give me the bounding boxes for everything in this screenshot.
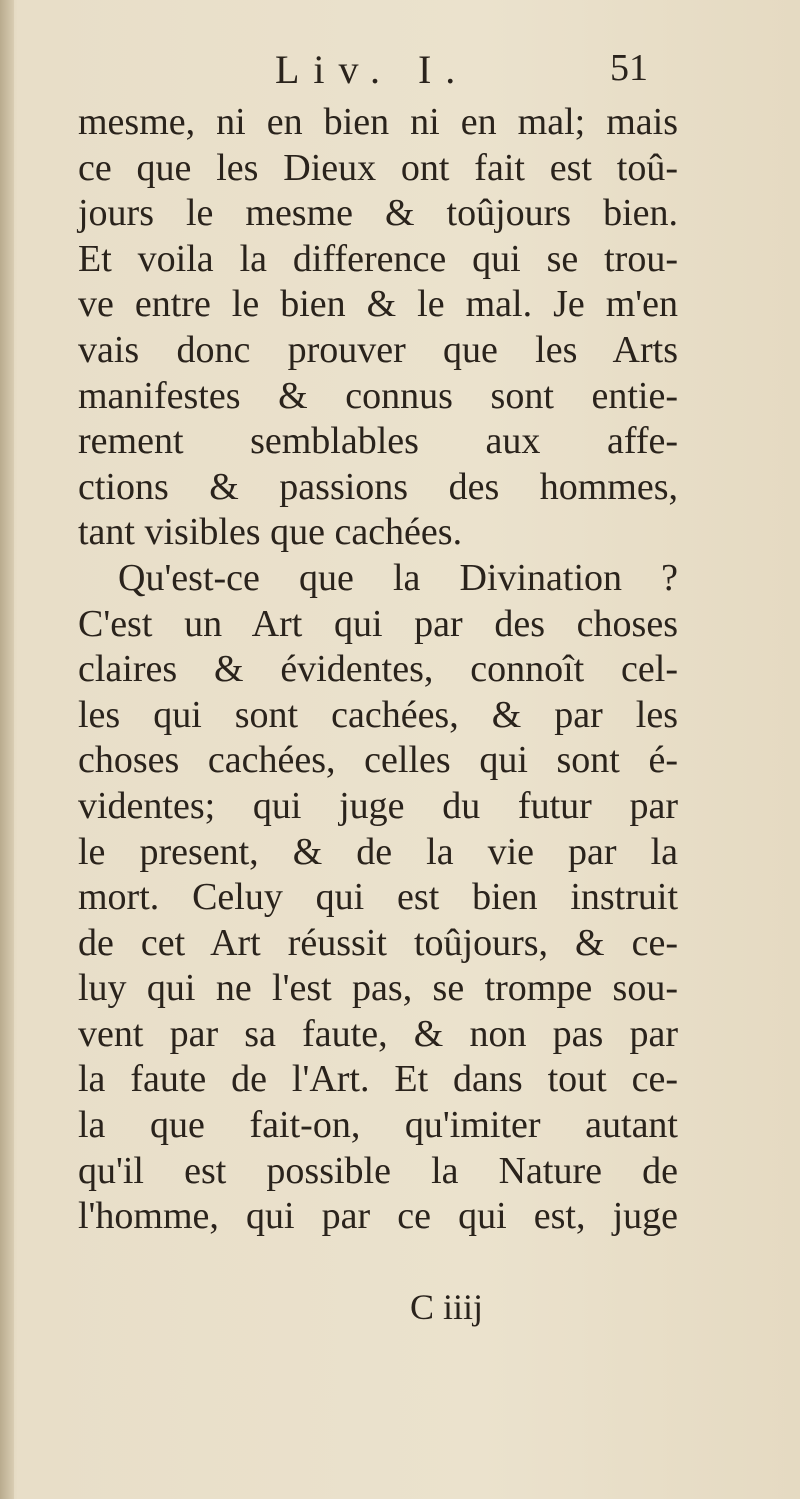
text-line: ve entre le bien & le mal. Je m'en bbox=[78, 283, 678, 326]
text-line: Et voila la difference qui se trou- bbox=[78, 237, 678, 280]
text-line: vais donc prouver que les Arts bbox=[78, 328, 678, 371]
text-line: manifestes & connus sont entie- bbox=[78, 374, 678, 417]
text-line: ce que les Dieux ont fait est toû- bbox=[78, 146, 678, 189]
text-line: luy qui ne l'est pas, se trompe sou- bbox=[78, 967, 678, 1010]
text-line: C'est un Art qui par des choses bbox=[78, 602, 678, 645]
text-line: videntes; qui juge du futur par bbox=[78, 784, 678, 827]
text-line: mort. Celuy qui est bien instruit bbox=[78, 876, 678, 919]
page-gutter bbox=[0, 0, 14, 1499]
text-line: les qui sont cachées, & par les bbox=[78, 693, 678, 736]
text-line: le present, & de la vie par la bbox=[78, 830, 678, 873]
text-line: la que fait-on, qu'imiter autant bbox=[78, 1104, 678, 1147]
text-block bbox=[78, 100, 678, 1240]
text-line: mesme, ni en bien ni en mal; mais bbox=[78, 101, 678, 143]
text-line: de cet Art réussit toûjours, & ce- bbox=[78, 921, 678, 964]
running-head bbox=[80, 46, 680, 96]
text-line: Qu'est-ce que la Divination ? bbox=[118, 556, 678, 599]
text-line: rement semblables aux affe- bbox=[78, 420, 678, 463]
text-line: qu'il est possible la Nature de bbox=[78, 1149, 678, 1192]
page-number: 51 bbox=[610, 47, 648, 89]
text-line: tant visibles que cachées. bbox=[78, 511, 463, 554]
text-line: la faute de l'Art. Et dans tout ce- bbox=[78, 1058, 678, 1101]
text-line: choses cachées, celles qui sont é- bbox=[78, 739, 678, 782]
text-line: vent par sa faute, & non pas par bbox=[78, 1012, 678, 1055]
text-line: jours le mesme & toûjours bien. bbox=[78, 192, 678, 235]
running-head-title: Liv. I. bbox=[275, 47, 470, 92]
text-line: claires & évidentes, connoît cel- bbox=[78, 648, 678, 691]
signature-mark: C iiij bbox=[410, 1287, 484, 1327]
text-line: l'homme, qui par ce qui est, juge bbox=[78, 1195, 678, 1238]
text-line: ctions & passions des hommes, bbox=[78, 465, 678, 508]
